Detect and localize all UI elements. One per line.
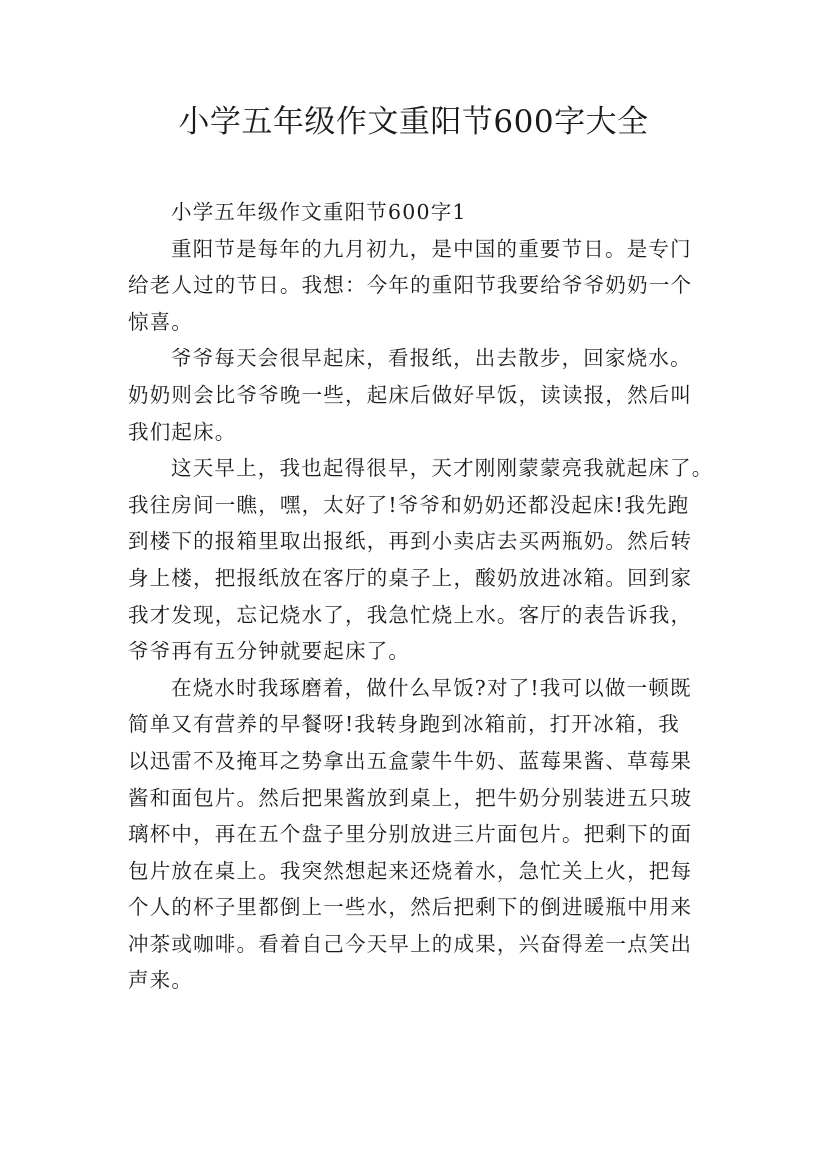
text-line: 给老人过的节日。我想：今年的重阳节我要给爷爷奶奶一个 (128, 273, 693, 298)
text-line: 璃杯中，再在五个盘子里分别放进三片面包片。把剩下的面 (128, 822, 693, 847)
text-line: 小学五年级作文重阳节600字1 (171, 200, 467, 224)
text-line: 爷爷每天会很早起床，看报纸，出去散步，回家烧水。 (171, 346, 692, 371)
text-line: 个人的杯子里都倒上一些水，然后把剩下的倒进暖瓶中用来 (128, 895, 693, 920)
text-line: 我往房间一瞧，嘿，太好了!爷爷和奶奶还都没起床!我先跑 (128, 492, 690, 517)
text-line: 到楼下的报箱里取出报纸，再到小卖店去买两瓶奶。然后转 (128, 529, 693, 554)
text-line: 爷爷再有五分钟就要起床了。 (128, 639, 411, 664)
text-line: 冲茶或咖啡。看着自己今天早上的成果，兴奋得差一点笑出 (128, 931, 693, 956)
text-line: 这天早上，我也起得很早，天才刚刚蒙蒙亮我就起床了。 (171, 456, 714, 481)
text-line: 我们起床。 (128, 419, 237, 444)
text-line: 声来。 (128, 968, 194, 993)
text-line: 奶奶则会比爷爷晚一些，起床后做好早饭，读读报，然后叫 (128, 382, 693, 407)
text-line: 简单又有营养的早餐呀!我转身跑到冰箱前，打开冰箱，我 (128, 712, 680, 737)
text-line: 以迅雷不及掩耳之势拿出五盒蒙牛牛奶、蓝莓果酱、草莓果 (128, 748, 693, 773)
text-line: 在烧水时我琢磨着，做什么早饭?对了!我可以做一顿既 (171, 675, 692, 700)
text-line: 重阳节是每年的九月初九，是中国的重要节日。是专门 (171, 236, 692, 261)
text-line: 惊喜。 (128, 309, 194, 334)
text-line: 酱和面包片。然后把果酱放到桌上，把牛奶分别装进五只玻 (128, 785, 693, 810)
text-line: 包片放在桌上。我突然想起来还烧着水，急忙关上火，把每 (128, 858, 693, 883)
text-line: 身上楼，把报纸放在客厅的桌子上，酸奶放进冰箱。回到家 (128, 565, 693, 590)
document-title: 小学五年级作文重阳节600字大全 (178, 104, 649, 140)
text-line: 我才发现，忘记烧水了，我急忙烧上水。客厅的表告诉我， (128, 602, 693, 627)
document-body (128, 194, 718, 999)
